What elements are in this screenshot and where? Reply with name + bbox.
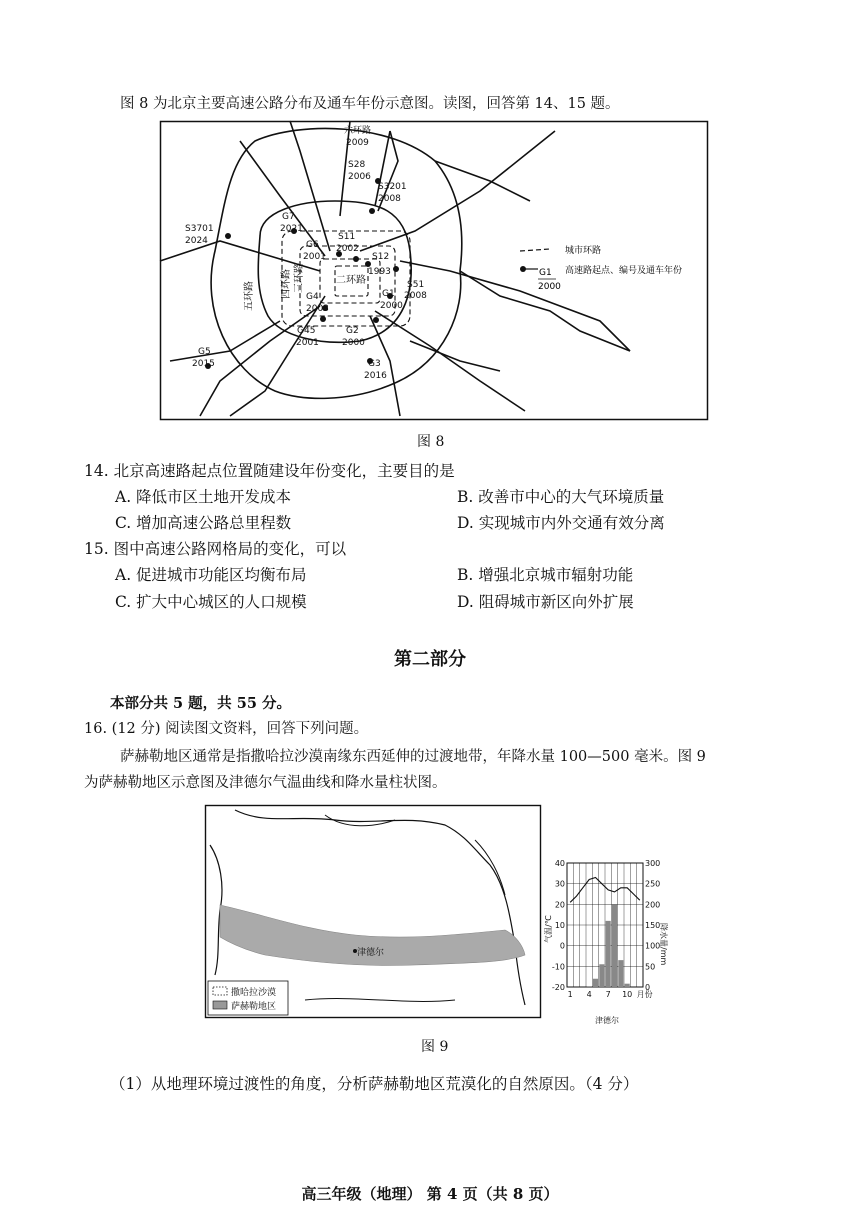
legend-ring-label: 城市环路	[565, 246, 602, 256]
q15-stem: 15. 图中高速公路网格局的变化，可以	[84, 540, 347, 558]
road-year: 2000	[342, 338, 365, 348]
month-tick: 1	[567, 990, 573, 999]
precip-bar	[593, 979, 598, 987]
road-code: G2	[346, 326, 359, 336]
road-code: S51	[407, 280, 425, 290]
ring-six-label: 六环路	[344, 126, 372, 136]
precip-tick: 100	[645, 941, 661, 951]
road-code: G7	[282, 212, 295, 222]
q15-option-b: B. 增强北京城市辐射功能	[457, 566, 634, 584]
road-year: 2024	[185, 236, 208, 246]
road-code: S12	[372, 252, 390, 262]
ring-three-label: 三环路	[294, 263, 305, 293]
precip-axis-label: 降水量/mm	[659, 923, 668, 966]
precip-bar	[625, 984, 630, 987]
q14-option-c: C. 增加高速公路总里程数	[115, 514, 292, 532]
month-axis-label: 月份	[636, 990, 653, 999]
road-year: 2008	[378, 194, 401, 204]
beijing-highway-map	[160, 121, 708, 420]
road-year: 2002	[336, 244, 359, 254]
page-footer: 高三年级（地理） 第 4 页（共 8 页）	[301, 1185, 559, 1203]
passage-line-2: 为萨赫勒地区示意图及津德尔气温曲线和降水量柱状图。	[84, 775, 447, 791]
precip-tick: 200	[645, 900, 661, 910]
temperature-tick: 0	[559, 941, 565, 951]
road-code: G1	[382, 289, 395, 299]
road-code: S3701	[185, 224, 214, 234]
precip-tick: 0	[645, 983, 651, 992]
road-year: 2003	[306, 304, 329, 314]
precip-tick: 150	[645, 921, 661, 930]
legend-sahara-label: 撒哈拉沙漠	[231, 988, 277, 998]
temperature-tick: 30	[554, 879, 565, 889]
sahel-map	[205, 805, 541, 1018]
fig8-legend	[520, 244, 682, 292]
road-code: G6	[306, 240, 319, 250]
temperature-tick: -10	[551, 962, 565, 972]
temperature-tick: 40	[554, 859, 565, 868]
temperature-axis-label: 气温/℃	[544, 915, 553, 943]
road-year: 2006	[348, 172, 371, 182]
precip-bar	[618, 960, 623, 987]
ring-six-year: 2009	[346, 138, 369, 148]
road-code: G45	[297, 326, 316, 336]
q14-option-a: A. 降低市区土地开发成本	[115, 488, 292, 506]
legend-start-label: 高速路起点、编号及通车年份	[565, 266, 683, 276]
q16-stem: 16. (12 分) 阅读图文资料，回答下列问题。	[84, 721, 369, 737]
road-year: 2000	[380, 301, 403, 311]
q15-option-d: D. 阻碍城市新区向外扩展	[457, 593, 634, 611]
intro-text: 图 8 为北京主要高速公路分布及通车年份示意图。读图，回答第 14、15 题。	[120, 96, 620, 112]
road-code: S28	[348, 160, 366, 170]
q14-option-b: B. 改善市中心的大气环境质量	[457, 488, 665, 506]
climate-chart-title: 津德尔	[595, 1016, 619, 1025]
ring-four-label: 四环路	[281, 269, 292, 299]
precip-tick: 50	[645, 962, 656, 972]
passage-line-1: 萨赫勒地区通常是指撒哈拉沙漠南缘东西延伸的过渡地带，年降水量 100—500 毫米。图 9	[120, 749, 706, 765]
road-year: 2008	[404, 291, 427, 301]
road-code: G5	[198, 347, 211, 357]
q15-option-a: A. 促进城市功能区均衡布局	[115, 566, 307, 584]
part-two-summary: 本部分共 5 题，共 55 分。	[110, 695, 291, 712]
fig8-caption: 图 8	[417, 434, 445, 450]
road-year: 2001	[296, 338, 319, 348]
road-year: 2015	[192, 359, 215, 369]
zinder-city-label: 津德尔	[357, 948, 385, 958]
month-tick: 4	[586, 990, 592, 999]
zinder-climate-chart	[544, 855, 668, 1025]
precip-bar	[599, 964, 604, 987]
road-year: 1993	[368, 267, 391, 277]
precip-bar	[587, 986, 592, 987]
month-tick: 7	[605, 990, 611, 999]
temperature-tick: 20	[554, 900, 565, 910]
precip-bar	[606, 921, 611, 987]
precip-tick: 250	[645, 879, 661, 889]
temperature-tick: -20	[551, 983, 565, 992]
ring-five-label: 五环路	[244, 281, 255, 311]
precip-tick: 300	[645, 859, 661, 868]
legend-sample-code: G1	[539, 268, 552, 278]
road-year: 2001	[303, 252, 326, 262]
legend-sahel-label: 萨赫勒地区	[231, 1002, 277, 1012]
road-year: 2016	[364, 371, 387, 381]
road-code: G3	[368, 359, 381, 369]
temperature-tick: 10	[554, 921, 565, 930]
month-tick: 10	[622, 990, 633, 999]
precip-bar	[612, 904, 617, 987]
q16-1-question: （1）从地理环境过渡性的角度，分析萨赫勒地区荒漠化的自然原因。（4 分）	[110, 1075, 639, 1093]
q15-option-c: C. 扩大中心城区的人口规模	[115, 593, 307, 611]
road-code: G4	[306, 292, 319, 302]
q14-option-d: D. 实现城市内外交通有效分离	[457, 514, 665, 532]
road-year: 2021	[280, 224, 303, 234]
part-two-title: 第二部分	[394, 649, 466, 670]
fig9-caption: 图 9	[421, 1039, 449, 1055]
ring-two-label: 二环路	[336, 275, 366, 286]
legend-sample-year: 2000	[538, 282, 561, 292]
q14-stem: 14. 北京高速路起点位置随建设年份变化，主要目的是	[84, 462, 455, 480]
road-code: S3201	[378, 182, 407, 192]
road-code: S11	[338, 232, 356, 242]
